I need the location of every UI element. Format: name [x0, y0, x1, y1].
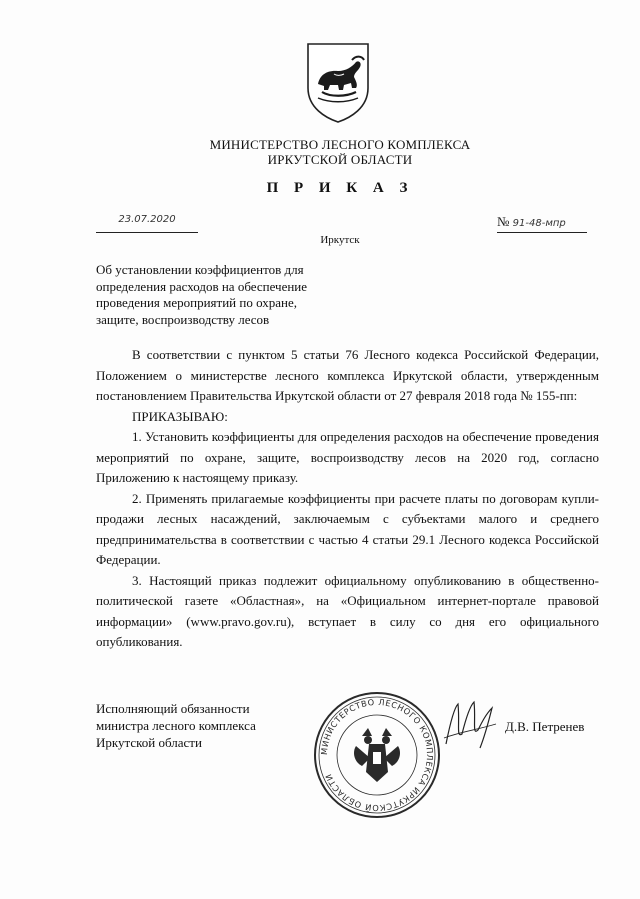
document-number [497, 214, 587, 233]
document-city: Иркутск [320, 234, 360, 246]
document-date: 23.07.2020 [96, 214, 198, 233]
number-value: 91-48-мпр [512, 218, 566, 229]
signer-role-line-3: Иркутской области [96, 735, 202, 750]
preamble-paragraph: В соответствии с пунктом 5 статьи 76 Лесного кодекса Российской Федерации, Положением о министерстве лесного комплекса Иркутской области, утвержденным постановлением Правительства Иркутской области от 27 февраля 2018 года № 155-пп: [96, 347, 599, 403]
handwritten-signature-icon [440, 694, 500, 754]
ministry-line-1: МИНИСТЕРСТВО ЛЕСНОГО КОМПЛЕКСА [209, 137, 471, 152]
ministry-name [150, 137, 530, 167]
seal-text: МИНИСТЕРСТВО ЛЕСНОГО КОМПЛЕКСА ИРКУТСКОЙ ОБЛАСТИ [318, 696, 436, 814]
irkutsk-coat-of-arms-icon [304, 40, 372, 124]
order-item-2: 2. Применять прилагаемые коэффициенты при расчете платы по договорам купли-продажи лесных насаждений, заключаемым с субъектами малого и среднего предпринимательства в соответствии с частью 4 статьи 29.1 Лесного кодекса Российской Федерации. [96, 490, 599, 567]
ministry-line-2: ИРКУТСКОЙ ОБЛАСТИ [267, 152, 413, 167]
order-item-1: 1. Установить коэффициенты для определения расходов на обеспечение проведения мероприятий по охране, защите, воспроизводству лесов на 2020 год, согласно Приложению к настоящему приказу. [96, 429, 599, 485]
document-body [96, 345, 599, 653]
subject-line-4: защите, воспроизводству лесов [96, 311, 270, 327]
official-seal-icon [312, 690, 442, 820]
signer-name: Д.В. Петренев [505, 719, 585, 734]
document-type-title: П Р И К А З [266, 180, 414, 196]
order-item-3: 3. Настоящий приказ подлежит официальному опубликованию в общественно-политической газете «Областная», на «Официальном интернет-портале правовой информации» (www.pravo.gov.ru), вступает в силу со дня его официального опубликования. [96, 572, 599, 649]
signer-title [96, 700, 306, 751]
document-subject [96, 262, 356, 328]
signer-role-line-2: министра лесного комплекса [96, 718, 256, 733]
signer-role-line-1: Исполняющий обязанности [96, 701, 250, 716]
subject-line-2: определения расходов на обеспечение [96, 278, 308, 294]
subject-line-1: Об установлении коэффициентов для [96, 262, 304, 277]
subject-line-3: проведения мероприятий по охране, [96, 295, 298, 310]
order-keyword: ПРИКАЗЫВАЮ: [132, 408, 228, 424]
number-prefix: № [497, 214, 510, 229]
